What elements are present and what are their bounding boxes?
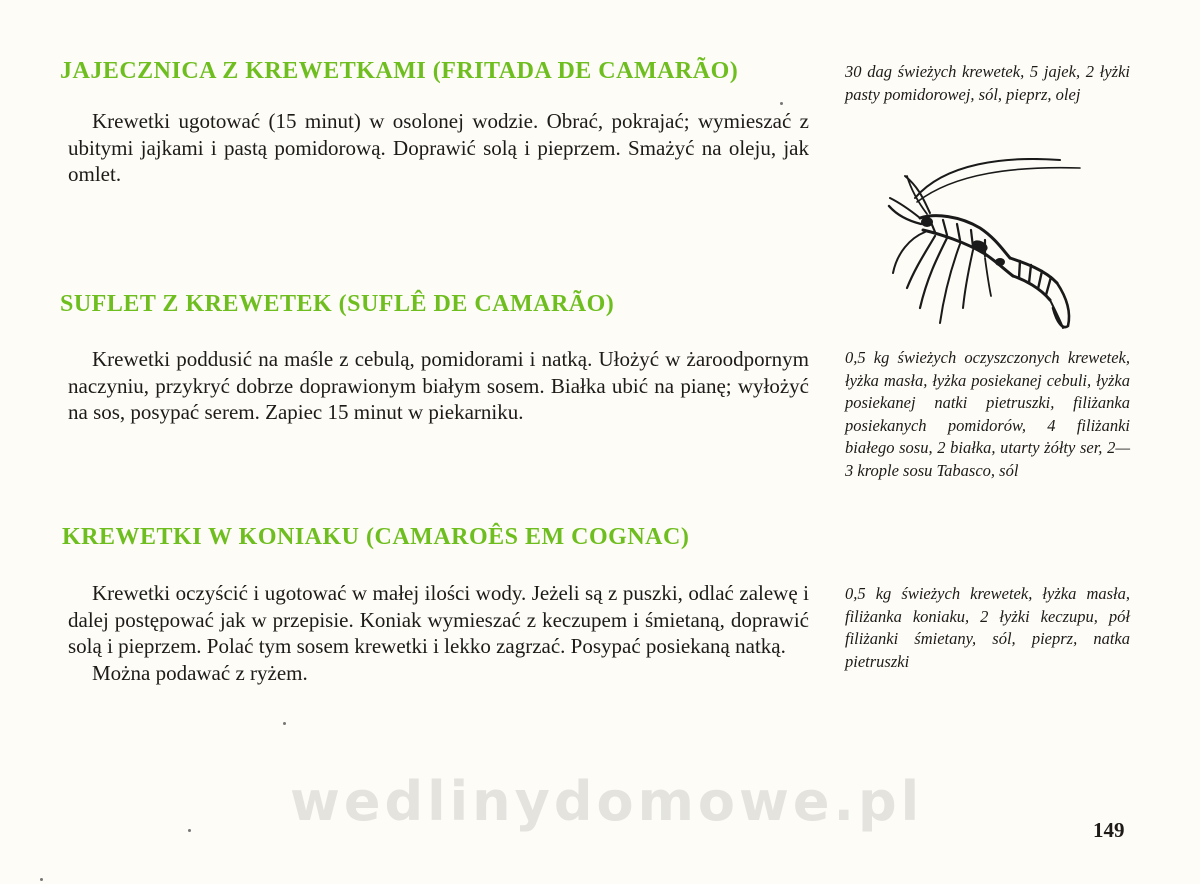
ingredients-sufle: 0,5 kg świeżych oczyszczonych krewetek, łyżka masła, łyżka posiekanej cebuli, łyżka posiekanej natki pietruszki, filiżanka posiekanych pomidorów, 4 filiżanki białego sosu, 2 białka, utarty żółty ser, 2—3 krople sosu Tabasco, sól [845,348,1130,480]
recipe-body-fritada [68,108,809,188]
ingredients-cognac: 0,5 kg świeżych krewetek, łyżka masła, filiżanka koniaku, 2 łyżki keczupu, pół filiżanki śmietany, sól, pieprz, natka pietruszki [845,584,1130,671]
page-number: 149 [1093,818,1125,842]
print-speck [188,829,191,832]
recipe-paragraph: Krewetki oczyścić i ugotować w małej ilości wody. Jeżeli są z puszki, odlać zalewę i dalej postępować jak w przepisie. Koniak wymieszać z keczupem i śmietaną, doprawić solą i pieprzem. Polać tym sosem krewetki i lekko zagrzać. Posypać posiekaną natką. [68,581,809,658]
recipe-paragraph: Krewetki poddusić na maśle z cebulą, pomidorami i natką. Ułożyć w żaroodpornym naczyniu, przykryć dobrze doprawionym białym sosem. Białka ubić na pianę; wyłożyć na sos, posypać serem. Zapiec 15 minut w piekarniku. [68,347,809,424]
print-speck [40,878,43,881]
recipe-paragraph: Można podawać z ryżem. [92,660,308,685]
recipe-title-cognac: KREWETKI W KONIAKU (CAMAROÊS EM COGNAC) [62,524,690,550]
recipe-title-fritada: JAJECZNICA Z KREWETKAMI (FRITADA DE CAMARÃO) [60,58,739,84]
recipe-paragraph: Krewetki ugotować (15 minut) w osolonej wodzie. Obrać, pokrajać; wymieszać z ubitymi jajkami i pastą pomidorową. Doprawić solą i pieprzem. Smażyć na oleju, jak omlet. [68,109,809,186]
watermark: wedlinydomowe.pl [290,770,924,833]
recipe-body-cognac [68,580,809,686]
ingredients-fritada: 30 dag świeżych krewetek, 5 jajek, 2 łyżki pasty pomidorowej, sól, pieprz, olej [845,62,1130,104]
shrimp-illustration [885,158,1085,338]
recipe-body-sufle [68,346,809,426]
print-speck [780,102,783,105]
recipe-title-sufle: SUFLET Z KREWETEK (SUFLÊ DE CAMARÃO) [60,291,615,317]
print-speck [283,722,286,725]
